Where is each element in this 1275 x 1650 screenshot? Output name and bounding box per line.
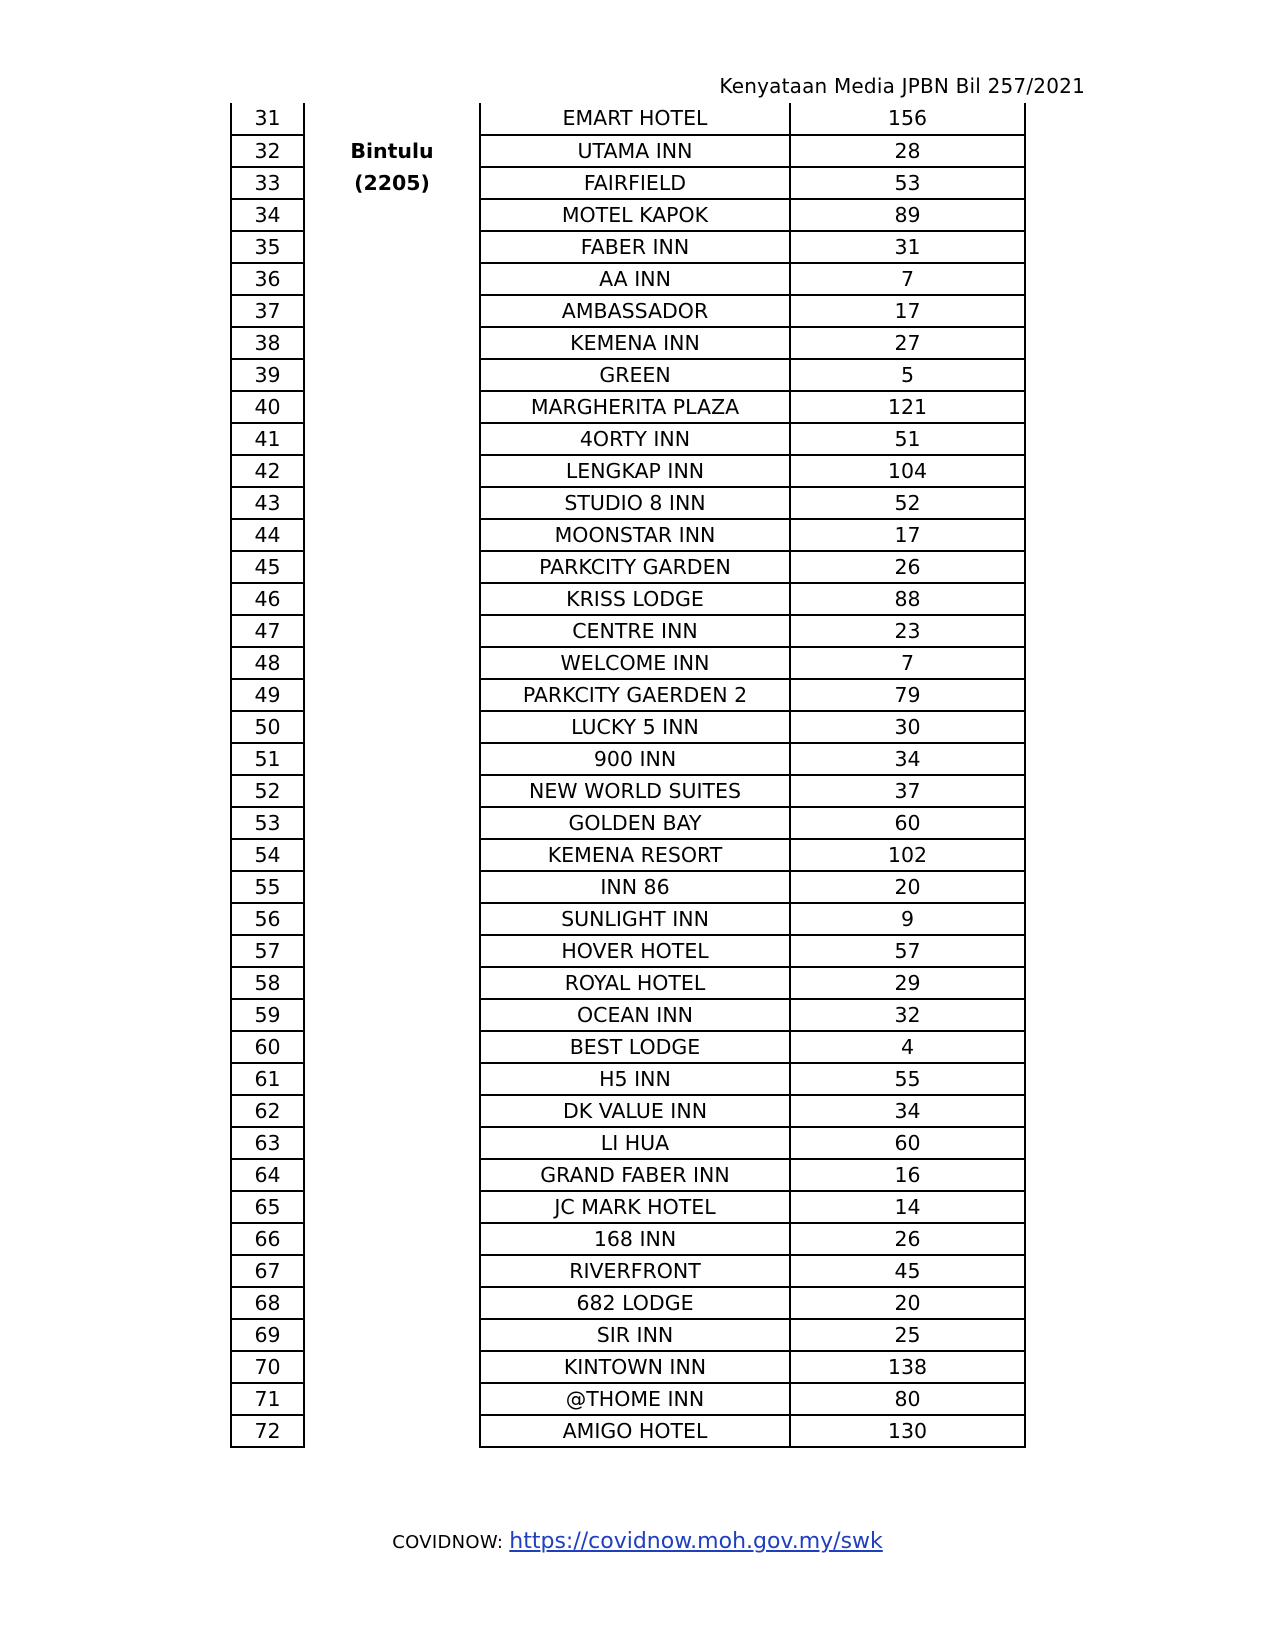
facility-count: 80 <box>790 1383 1025 1415</box>
row-number: 53 <box>231 807 304 839</box>
row-number: 39 <box>231 359 304 391</box>
facility-name: 900 INN <box>480 743 790 775</box>
facility-name: ROYAL HOTEL <box>480 967 790 999</box>
facility-name: INN 86 <box>480 871 790 903</box>
facility-name: FABER INN <box>480 231 790 263</box>
facility-count: 26 <box>790 551 1025 583</box>
facility-count: 57 <box>790 935 1025 967</box>
table-row <box>231 391 1025 423</box>
table-row <box>231 647 1025 679</box>
facility-count: 32 <box>790 999 1025 1031</box>
facility-name: H5 INN <box>480 1063 790 1095</box>
division-cell <box>304 455 480 487</box>
facility-count: 55 <box>790 1063 1025 1095</box>
division-cell <box>304 1223 480 1255</box>
row-number: 64 <box>231 1159 304 1191</box>
division-cell <box>304 295 480 327</box>
facility-count: 20 <box>790 1287 1025 1319</box>
table-row <box>231 263 1025 295</box>
table-row <box>231 327 1025 359</box>
division-cell <box>304 1255 480 1287</box>
division-cell <box>304 199 480 231</box>
facility-name: 4ORTY INN <box>480 423 790 455</box>
table-row <box>231 199 1025 231</box>
division-cell <box>304 359 480 391</box>
division-cell <box>304 807 480 839</box>
table-row <box>231 1127 1025 1159</box>
table-row <box>231 1159 1025 1191</box>
table-row <box>231 519 1025 551</box>
facility-name: LUCKY 5 INN <box>480 711 790 743</box>
row-number: 37 <box>231 295 304 327</box>
facility-name: GOLDEN BAY <box>480 807 790 839</box>
footer-label: COVIDNOW: <box>392 1532 504 1553</box>
table-row <box>231 679 1025 711</box>
row-number: 31 <box>231 103 304 135</box>
facility-count: 60 <box>790 807 1025 839</box>
division-cell <box>304 1063 480 1095</box>
table-row <box>231 711 1025 743</box>
row-number: 70 <box>231 1351 304 1383</box>
row-number: 67 <box>231 1255 304 1287</box>
division-cell <box>304 583 480 615</box>
facility-count: 156 <box>790 103 1025 135</box>
facility-count: 102 <box>790 839 1025 871</box>
facility-count: 60 <box>790 1127 1025 1159</box>
row-number: 69 <box>231 1319 304 1351</box>
facility-count: 26 <box>790 1223 1025 1255</box>
facility-name: AMIGO HOTEL <box>480 1415 790 1447</box>
table-row <box>231 743 1025 775</box>
table-row <box>231 103 1025 135</box>
division-cell <box>304 327 480 359</box>
facility-name: JC MARK HOTEL <box>480 1191 790 1223</box>
division-cell <box>304 935 480 967</box>
facility-name: KRISS LODGE <box>480 583 790 615</box>
facility-count: 89 <box>790 199 1025 231</box>
facility-count: 14 <box>790 1191 1025 1223</box>
footer <box>0 1529 1275 1554</box>
row-number: 40 <box>231 391 304 423</box>
quarantine-centre-table <box>230 103 1026 1448</box>
division-cell <box>304 711 480 743</box>
facility-count: 9 <box>790 903 1025 935</box>
row-number: 44 <box>231 519 304 551</box>
facility-count: 30 <box>790 711 1025 743</box>
row-number: 71 <box>231 1383 304 1415</box>
row-number: 45 <box>231 551 304 583</box>
row-number: 65 <box>231 1191 304 1223</box>
table-row <box>231 807 1025 839</box>
facility-name: PARKCITY GAERDEN 2 <box>480 679 790 711</box>
facility-name: MOTEL KAPOK <box>480 199 790 231</box>
facility-name: DK VALUE INN <box>480 1095 790 1127</box>
facility-count: 138 <box>790 1351 1025 1383</box>
facility-count: 25 <box>790 1319 1025 1351</box>
facility-name: SIR INN <box>480 1319 790 1351</box>
table-row <box>231 903 1025 935</box>
division-cell <box>304 1159 480 1191</box>
table-row <box>231 295 1025 327</box>
row-number: 50 <box>231 711 304 743</box>
table-row <box>231 551 1025 583</box>
facility-name: FAIRFIELD <box>480 167 790 199</box>
table-row <box>231 1351 1025 1383</box>
table-row <box>231 1223 1025 1255</box>
division-cell <box>304 1127 480 1159</box>
facility-count: 104 <box>790 455 1025 487</box>
division-cell <box>304 519 480 551</box>
division-cell <box>304 1191 480 1223</box>
division-cell <box>304 743 480 775</box>
row-number: 63 <box>231 1127 304 1159</box>
division-cell <box>304 903 480 935</box>
division-cell <box>304 423 480 455</box>
facility-count: 31 <box>790 231 1025 263</box>
row-number: 68 <box>231 1287 304 1319</box>
table-row <box>231 1255 1025 1287</box>
facility-name: KEMENA INN <box>480 327 790 359</box>
row-number: 34 <box>231 199 304 231</box>
division-cell <box>304 647 480 679</box>
division-cell <box>304 231 480 263</box>
table-row <box>231 135 1025 167</box>
table-row <box>231 1031 1025 1063</box>
facility-name: CENTRE INN <box>480 615 790 647</box>
division-cell <box>304 871 480 903</box>
facility-name: AMBASSADOR <box>480 295 790 327</box>
facility-name: KINTOWN INN <box>480 1351 790 1383</box>
division-cell <box>304 775 480 807</box>
table-row <box>231 455 1025 487</box>
division-cell <box>304 839 480 871</box>
facility-count: 16 <box>790 1159 1025 1191</box>
table-row <box>231 871 1025 903</box>
row-number: 47 <box>231 615 304 647</box>
facility-name: MOONSTAR INN <box>480 519 790 551</box>
table-row <box>231 1383 1025 1415</box>
facility-count: 88 <box>790 583 1025 615</box>
row-number: 52 <box>231 775 304 807</box>
facility-name: GRAND FABER INN <box>480 1159 790 1191</box>
facility-count: 23 <box>790 615 1025 647</box>
table-row <box>231 583 1025 615</box>
row-number: 48 <box>231 647 304 679</box>
division-cell <box>304 263 480 295</box>
facility-name: SUNLIGHT INN <box>480 903 790 935</box>
facility-count: 37 <box>790 775 1025 807</box>
row-number: 56 <box>231 903 304 935</box>
row-number: 49 <box>231 679 304 711</box>
facility-count: 52 <box>790 487 1025 519</box>
facility-name: LI HUA <box>480 1127 790 1159</box>
facility-count: 34 <box>790 743 1025 775</box>
table-row <box>231 1095 1025 1127</box>
row-number: 51 <box>231 743 304 775</box>
document-reference: Kenyataan Media JPBN Bil 257/2021 <box>719 74 1085 98</box>
facility-count: 130 <box>790 1415 1025 1447</box>
division-cell <box>304 999 480 1031</box>
facility-name: GREEN <box>480 359 790 391</box>
row-number: 66 <box>231 1223 304 1255</box>
facility-count: 121 <box>790 391 1025 423</box>
table-row <box>231 359 1025 391</box>
row-number: 59 <box>231 999 304 1031</box>
facility-name: RIVERFRONT <box>480 1255 790 1287</box>
facility-name: MARGHERITA PLAZA <box>480 391 790 423</box>
row-number: 33 <box>231 167 304 199</box>
division-cell <box>304 679 480 711</box>
facility-count: 29 <box>790 967 1025 999</box>
facility-name: HOVER HOTEL <box>480 935 790 967</box>
table-row <box>231 999 1025 1031</box>
table-row <box>231 775 1025 807</box>
division-cell <box>304 391 480 423</box>
facility-name: 168 INN <box>480 1223 790 1255</box>
table-row <box>231 423 1025 455</box>
facility-name: WELCOME INN <box>480 647 790 679</box>
table-row <box>231 167 1025 199</box>
row-number: 46 <box>231 583 304 615</box>
table-body <box>231 103 1025 1447</box>
division-cell <box>304 103 480 135</box>
facility-count: 20 <box>790 871 1025 903</box>
facility-count: 7 <box>790 647 1025 679</box>
facility-count: 27 <box>790 327 1025 359</box>
division-name: Bintulu <box>304 135 480 167</box>
row-number: 62 <box>231 1095 304 1127</box>
facility-count: 5 <box>790 359 1025 391</box>
table-row <box>231 1191 1025 1223</box>
row-number: 43 <box>231 487 304 519</box>
table-row <box>231 1415 1025 1447</box>
division-total: (2205) <box>304 167 480 199</box>
facility-name: KEMENA RESORT <box>480 839 790 871</box>
row-number: 42 <box>231 455 304 487</box>
table-row <box>231 839 1025 871</box>
row-number: 38 <box>231 327 304 359</box>
table-row <box>231 1287 1025 1319</box>
facility-name: NEW WORLD SUITES <box>480 775 790 807</box>
row-number: 54 <box>231 839 304 871</box>
division-cell <box>304 1383 480 1415</box>
row-number: 32 <box>231 135 304 167</box>
row-number: 72 <box>231 1415 304 1447</box>
facility-name: BEST LODGE <box>480 1031 790 1063</box>
table-row <box>231 615 1025 647</box>
facility-name: OCEAN INN <box>480 999 790 1031</box>
row-number: 58 <box>231 967 304 999</box>
division-cell <box>304 551 480 583</box>
facility-count: 28 <box>790 135 1025 167</box>
covidnow-link[interactable]: https://covidnow.moh.gov.my/swk <box>509 1529 883 1554</box>
facility-name: PARKCITY GARDEN <box>480 551 790 583</box>
facility-name: STUDIO 8 INN <box>480 487 790 519</box>
row-number: 35 <box>231 231 304 263</box>
facility-count: 17 <box>790 295 1025 327</box>
facility-count: 4 <box>790 1031 1025 1063</box>
division-cell <box>304 1319 480 1351</box>
table-row <box>231 1063 1025 1095</box>
division-cell <box>304 1415 480 1447</box>
facility-count: 53 <box>790 167 1025 199</box>
division-cell <box>304 1095 480 1127</box>
facility-name: UTAMA INN <box>480 135 790 167</box>
row-number: 60 <box>231 1031 304 1063</box>
facility-name: EMART HOTEL <box>480 103 790 135</box>
facility-count: 17 <box>790 519 1025 551</box>
table-row <box>231 935 1025 967</box>
division-cell <box>304 1287 480 1319</box>
row-number: 41 <box>231 423 304 455</box>
facility-name: 682 LODGE <box>480 1287 790 1319</box>
row-number: 57 <box>231 935 304 967</box>
facility-name: LENGKAP INN <box>480 455 790 487</box>
row-number: 61 <box>231 1063 304 1095</box>
facility-count: 34 <box>790 1095 1025 1127</box>
facility-name: AA INN <box>480 263 790 295</box>
division-cell <box>304 1031 480 1063</box>
row-number: 55 <box>231 871 304 903</box>
division-cell <box>304 615 480 647</box>
division-cell <box>304 967 480 999</box>
facility-count: 7 <box>790 263 1025 295</box>
facility-count: 79 <box>790 679 1025 711</box>
facility-count: 45 <box>790 1255 1025 1287</box>
table-row <box>231 1319 1025 1351</box>
table-row <box>231 487 1025 519</box>
table-row <box>231 967 1025 999</box>
facility-count: 51 <box>790 423 1025 455</box>
division-cell <box>304 487 480 519</box>
table-row <box>231 231 1025 263</box>
row-number: 36 <box>231 263 304 295</box>
facility-name: @THOME INN <box>480 1383 790 1415</box>
division-cell <box>304 1351 480 1383</box>
